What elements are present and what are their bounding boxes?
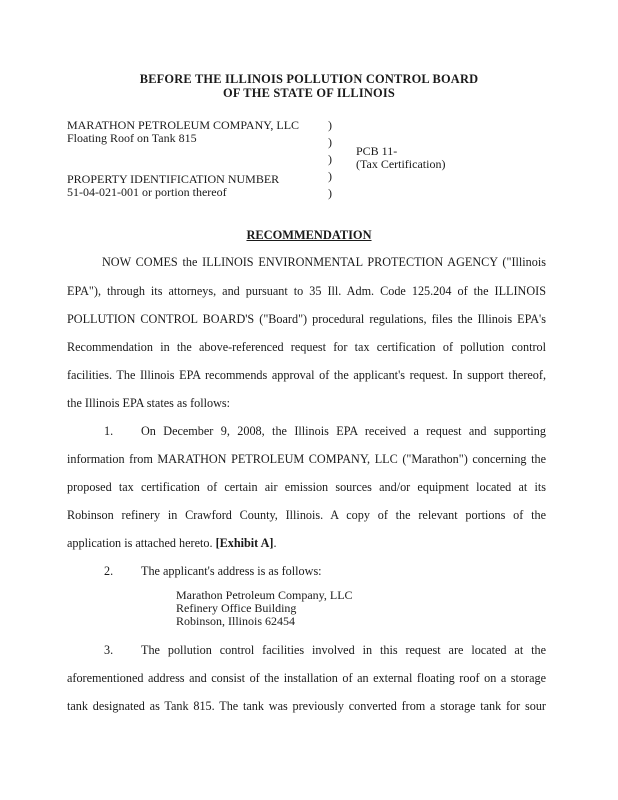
para1-line: Robinson refinery in Crawford County, Illinois. A copy of the relevant portions of the	[67, 508, 546, 522]
intro-line: facilities. The Illinois EPA recommends approval of the applicant's request. In support thereof,	[67, 368, 546, 382]
caption-paren: )	[328, 152, 332, 166]
para1-line: information from MARATHON PETROLEUM COMPANY, LLC ("Marathon") concerning the	[67, 452, 546, 466]
intro-line: NOW COMES the ILLINOIS ENVIRONMENTAL PROTECTION AGENCY ("Illinois	[102, 255, 546, 269]
caption-pin-value: 51-04-021-001 or portion thereof	[67, 185, 227, 199]
caption-pin-label: PROPERTY IDENTIFICATION NUMBER	[67, 172, 280, 186]
paragraph-number: 1.	[104, 424, 114, 438]
intro-line: the Illinois EPA states as follows:	[67, 396, 231, 410]
intro-line: EPA"), through its attorneys, and pursuant to 35 Ill. Adm. Code 125.204 of the ILLINOIS	[67, 284, 546, 298]
address-line: Marathon Petroleum Company, LLC	[176, 588, 353, 602]
court-subtitle: OF THE STATE OF ILLINOIS	[223, 86, 395, 100]
caption-paren: )	[328, 186, 332, 200]
exhibit-reference: [Exhibit A]	[215, 536, 274, 550]
address-line: Refinery Office Building	[176, 601, 297, 615]
case-type: (Tax Certification)	[356, 157, 446, 171]
para3-line: tank designated as Tank 815. The tank was previously converted from a storage tank for sour	[67, 699, 546, 713]
para2-text: The applicant's address is as follows:	[141, 564, 322, 578]
paragraph-number: 3.	[104, 643, 114, 657]
caption-subject: Floating Roof on Tank 815	[67, 131, 197, 145]
address-line: Robinson, Illinois 62454	[176, 614, 296, 628]
caption-paren: )	[328, 169, 332, 183]
para3-line: The pollution control facilities involved in this request are located at the	[141, 643, 546, 657]
recommendation-heading: RECOMMENDATION	[246, 228, 372, 242]
paragraph-number: 2.	[104, 564, 114, 578]
caption-party: MARATHON PETROLEUM COMPANY, LLC	[67, 118, 300, 132]
para1-line: proposed tax certification of certain air emission sources and/or equipment located at its	[67, 480, 546, 494]
court-title: BEFORE THE ILLINOIS POLLUTION CONTROL BOARD	[139, 72, 479, 86]
case-number: PCB 11-	[356, 144, 398, 158]
para1-line: application is attached hereto. [Exhibit A].	[67, 536, 277, 550]
para1-line: On December 9, 2008, the Illinois EPA received a request and supporting	[141, 424, 546, 438]
intro-line: POLLUTION CONTROL BOARD'S ("Board") procedural regulations, files the Illinois EPA's	[67, 312, 546, 326]
para3-line: aforementioned address and consist of the installation of an external floating roof on a storage	[67, 671, 546, 685]
caption-paren: )	[328, 118, 332, 132]
intro-line: Recommendation in the above-referenced request for tax certification of pollution control	[67, 340, 546, 354]
caption-paren: )	[328, 135, 332, 149]
